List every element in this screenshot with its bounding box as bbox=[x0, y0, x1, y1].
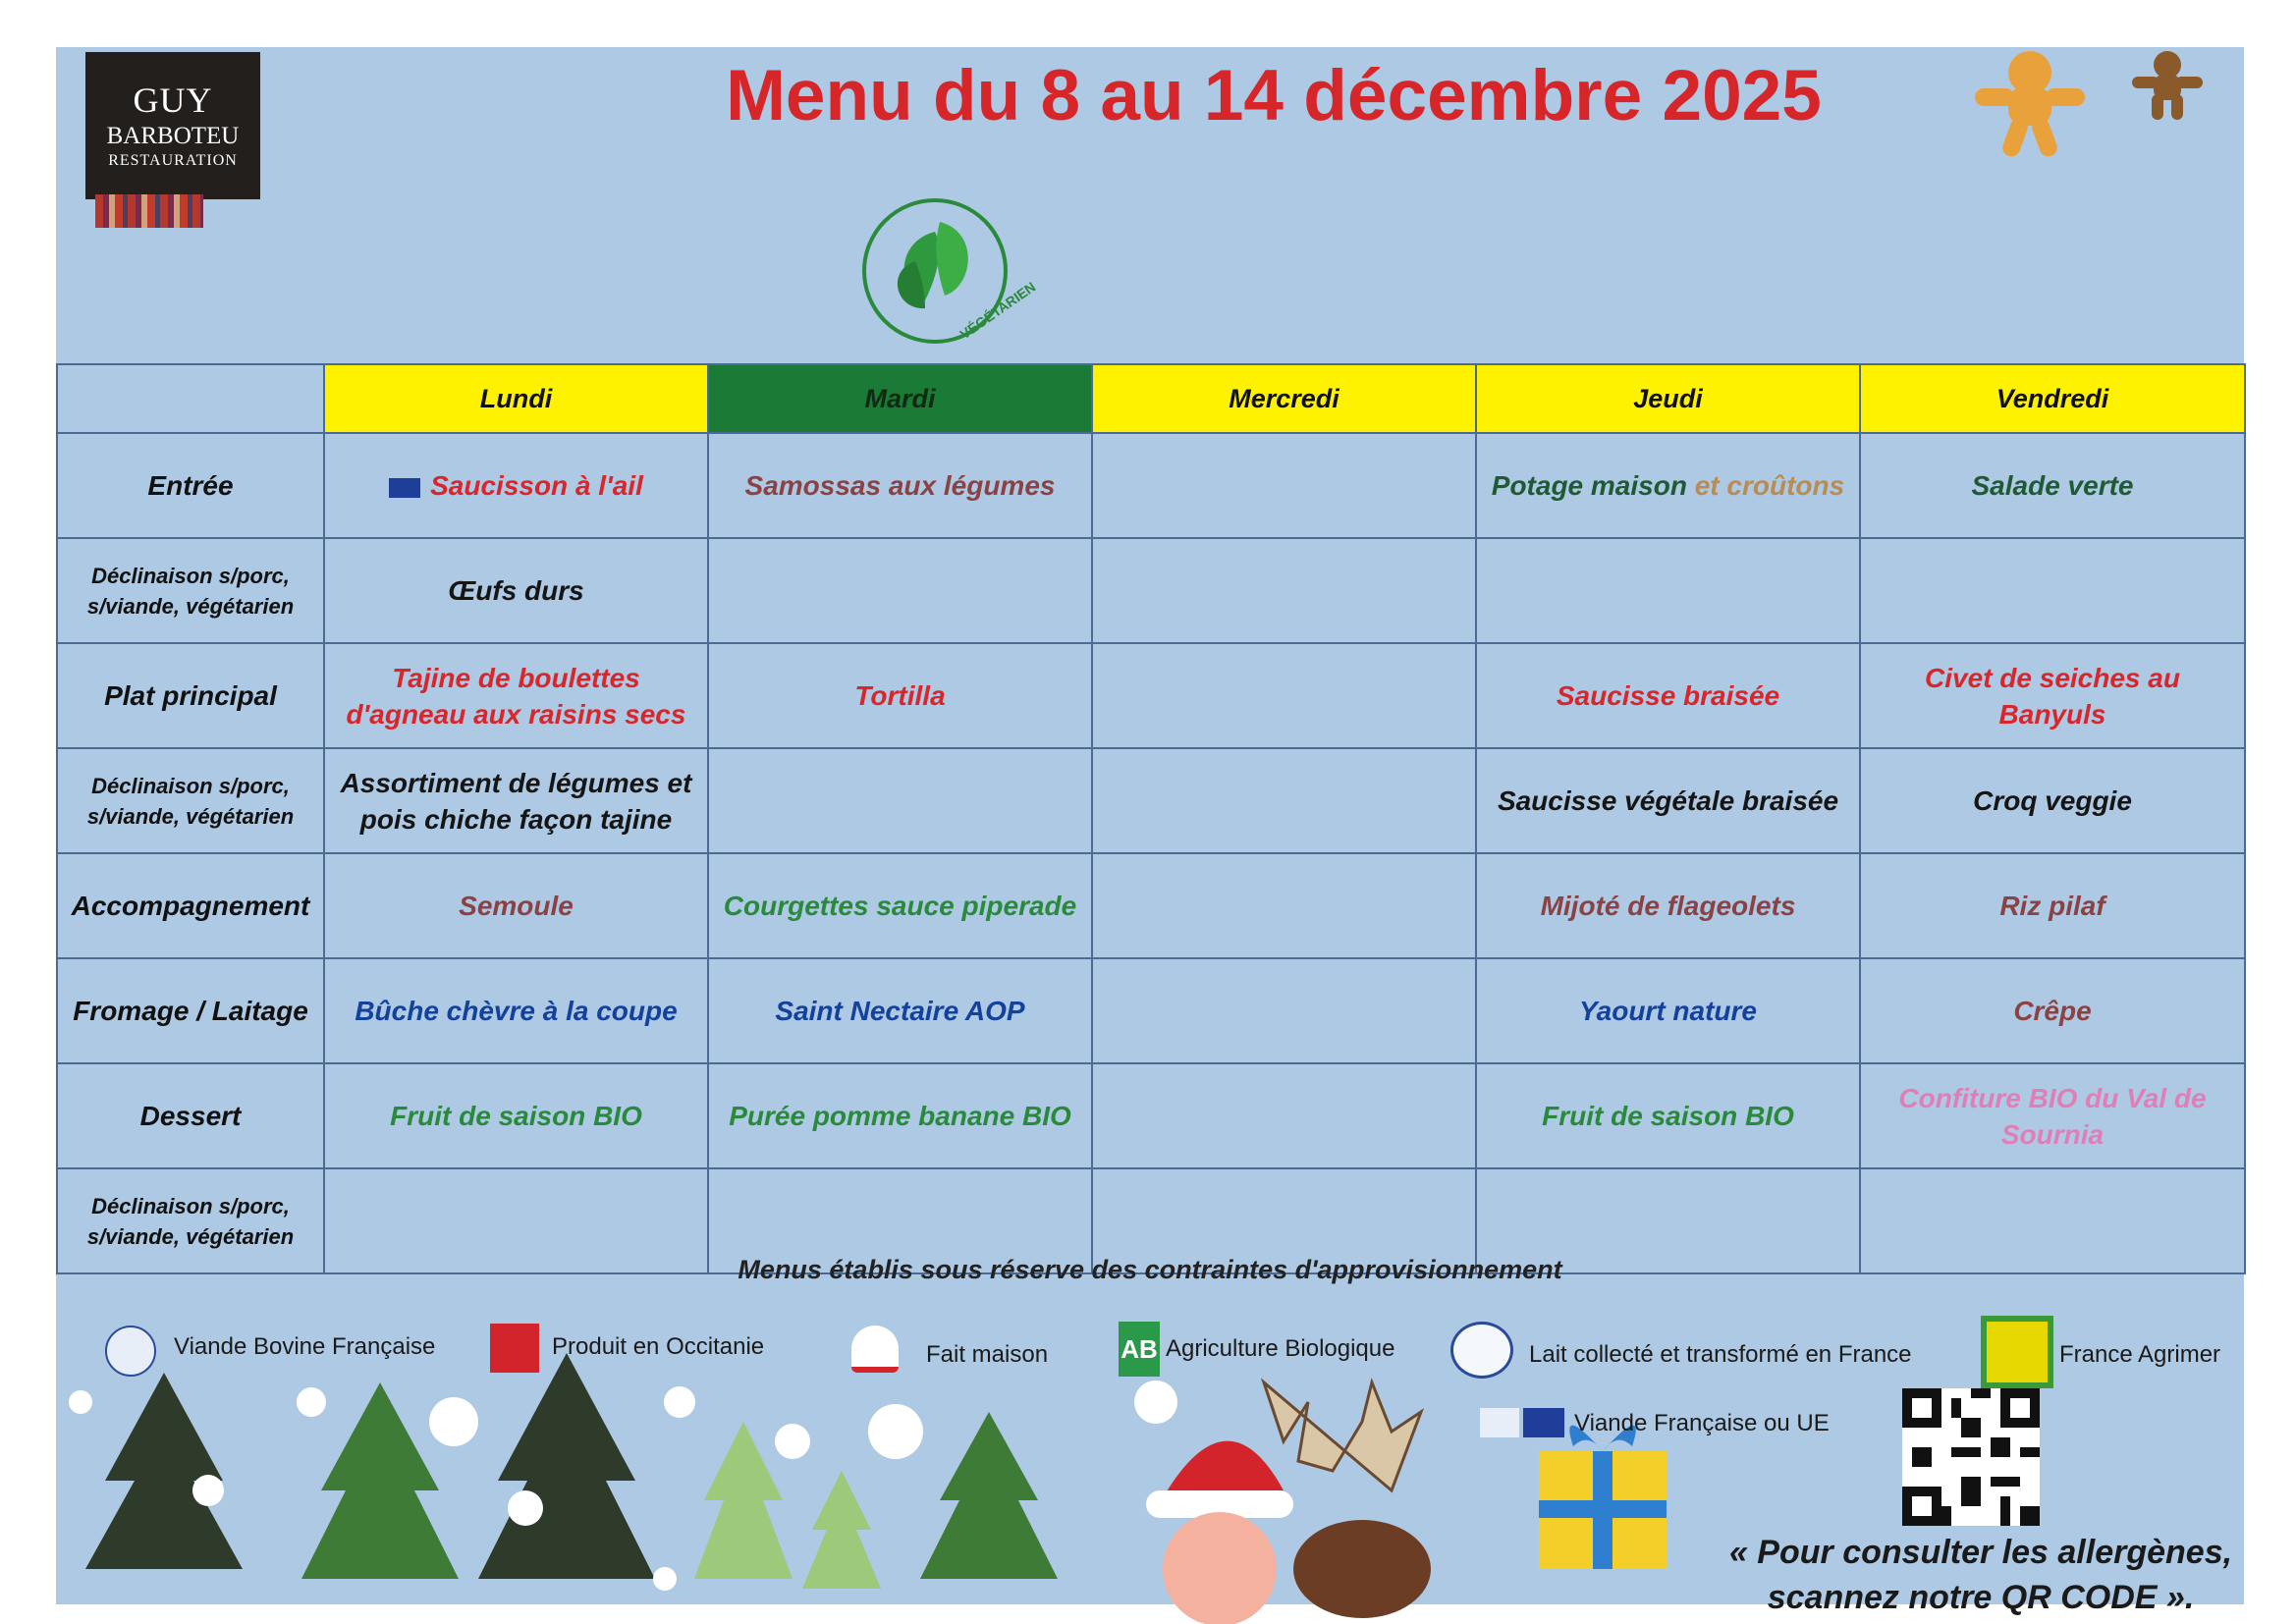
menu-cell: Crêpe bbox=[1860, 958, 2245, 1063]
row-label-fromage-laitage: Fromage / Laitage bbox=[57, 958, 324, 1063]
menu-cell: Tajine de boulettes d'agneau aux raisins secs bbox=[324, 643, 708, 748]
day-vendredi: Vendredi bbox=[1860, 364, 2245, 433]
menu-cell: Bûche chèvre à la coupe bbox=[324, 958, 708, 1063]
row-label-declinaison: Déclinaison s/porc, s/viande, végétarien bbox=[57, 1168, 324, 1273]
menu-cell: Saucisse braisée bbox=[1476, 643, 1860, 748]
qr-caption-line-1: « Pour consulter les allergènes, bbox=[1728, 1534, 2233, 1571]
menu-cell bbox=[1860, 538, 2245, 643]
table-row bbox=[57, 853, 2245, 958]
guy-barboteu-logo bbox=[85, 52, 260, 199]
menu-cell bbox=[1092, 748, 1476, 853]
row-label-declinaison: Déclinaison s/porc, s/viande, végétarien bbox=[57, 748, 324, 853]
logo-stripes bbox=[95, 194, 203, 228]
gingerbread-icon bbox=[2118, 47, 2216, 126]
day-mardi: Mardi bbox=[708, 364, 1092, 433]
row-label-entree: Entrée bbox=[57, 433, 324, 538]
menu-cell: Fruit de saison BIO bbox=[324, 1063, 708, 1168]
dish-name: Saucisson à l'ail bbox=[430, 470, 643, 501]
table-row bbox=[57, 433, 2245, 538]
day-lundi: Lundi bbox=[324, 364, 708, 433]
corner-cell bbox=[57, 364, 324, 433]
menu-cell bbox=[1476, 433, 1860, 538]
menu-cell bbox=[1092, 958, 1476, 1063]
menu-cell: Mijoté de flageolets bbox=[1476, 853, 1860, 958]
menu-cell bbox=[1092, 538, 1476, 643]
menu-cell: Saint Nectaire AOP bbox=[708, 958, 1092, 1063]
table-row bbox=[57, 958, 2245, 1063]
table-row bbox=[57, 643, 2245, 748]
menu-cell bbox=[324, 433, 708, 538]
row-label-plat-principal: Plat principal bbox=[57, 643, 324, 748]
eu-flag-icon bbox=[1523, 1408, 1564, 1437]
row-label-dessert: Dessert bbox=[57, 1063, 324, 1168]
page-title: Menu du 8 au 14 décembre 2025 bbox=[726, 56, 1822, 135]
menu-cell: Yaourt nature bbox=[1476, 958, 1860, 1063]
gingerbread-icon bbox=[1961, 47, 2099, 165]
vegetarien-icon bbox=[856, 192, 1039, 354]
menu-cell: Assortiment de légumes et pois chiche façon tajine bbox=[324, 748, 708, 853]
menu-cell: Samossas aux légumes bbox=[708, 433, 1092, 538]
menu-cell: Purée pomme banane BIO bbox=[708, 1063, 1092, 1168]
menu-cell bbox=[1476, 538, 1860, 643]
santa-icon bbox=[1134, 1380, 1293, 1624]
menu-cell: Semoule bbox=[324, 853, 708, 958]
legend-lait: Lait collecté et transformé en France bbox=[1529, 1341, 1912, 1368]
legend-france-agrimer: France Agrimer bbox=[2059, 1341, 2221, 1368]
menu-cell: Œufs durs bbox=[324, 538, 708, 643]
menu-cell bbox=[1092, 433, 1476, 538]
menu-cell: Confiture BIO du Val de Sournia bbox=[1860, 1063, 2245, 1168]
menu-cell: Salade verte bbox=[1860, 433, 2245, 538]
logo-line-2: BARBOTEU bbox=[106, 123, 240, 149]
dish-name-part: et croûtons bbox=[1694, 470, 1845, 501]
table-row bbox=[57, 1063, 2245, 1168]
agriculture-biologique-icon: AB bbox=[1119, 1322, 1160, 1377]
qr-caption-line-2: scannez notre QR CODE ». bbox=[1767, 1579, 2195, 1616]
vegetarien-label: VÉGÉTARIEN bbox=[957, 278, 1039, 343]
menu-cell bbox=[1092, 853, 1476, 958]
dish-name-part: Potage maison bbox=[1491, 470, 1687, 501]
row-label-accompagnement: Accompagnement bbox=[57, 853, 324, 958]
table-row bbox=[57, 748, 2245, 853]
logo-line-1: GUY bbox=[133, 81, 213, 120]
menu-cell: Riz pilaf bbox=[1860, 853, 2245, 958]
menu-sheet bbox=[56, 47, 2244, 1616]
legend-viande-bovine: Viande Bovine Française bbox=[174, 1333, 436, 1360]
days-header-row bbox=[57, 364, 2245, 433]
occitanie-icon bbox=[490, 1324, 539, 1373]
viande-france-ue-icon bbox=[1480, 1408, 1519, 1437]
lait-france-icon bbox=[1450, 1322, 1513, 1379]
table-row bbox=[57, 538, 2245, 643]
legend-fait-maison: Fait maison bbox=[926, 1341, 1049, 1368]
menu-cell: Tortilla bbox=[708, 643, 1092, 748]
day-jeudi: Jeudi bbox=[1476, 364, 1860, 433]
menu-cell: Civet de seiches au Banyuls bbox=[1860, 643, 2245, 748]
menu-cell bbox=[1092, 643, 1476, 748]
menu-cell bbox=[708, 748, 1092, 853]
qr-code-icon[interactable] bbox=[1902, 1388, 2040, 1526]
viande-bovine-icon bbox=[105, 1326, 156, 1377]
day-mercredi: Mercredi bbox=[1092, 364, 1476, 433]
france-agrimer-icon bbox=[1981, 1316, 2053, 1388]
fait-maison-icon bbox=[851, 1326, 899, 1373]
menu-cell bbox=[1092, 1063, 1476, 1168]
menu-cell: Courgettes sauce piperade bbox=[708, 853, 1092, 958]
row-label-declinaison: Déclinaison s/porc, s/viande, végétarien bbox=[57, 538, 324, 643]
legend-agriculture-biologique: Agriculture Biologique bbox=[1166, 1335, 1395, 1362]
gift-icon bbox=[1539, 1426, 1667, 1569]
menu-cell: Fruit de saison BIO bbox=[1476, 1063, 1860, 1168]
qr-caption bbox=[1706, 1530, 2256, 1620]
menu-cell: Saucisse végétale braisée bbox=[1476, 748, 1860, 853]
supply-note: Menus établis sous réserve des contraintes d'approvisionnement bbox=[738, 1255, 1562, 1284]
menu-table bbox=[56, 363, 2246, 1274]
menu-cell bbox=[708, 538, 1092, 643]
viande-france-ue-icon bbox=[389, 478, 420, 498]
legend-occitanie: Produit en Occitanie bbox=[552, 1333, 765, 1360]
logo-line-3: RESTAURATION bbox=[108, 152, 238, 169]
legend-viande-ue: Viande Française ou UE bbox=[1574, 1410, 1830, 1436]
menu-cell: Croq veggie bbox=[1860, 748, 2245, 853]
